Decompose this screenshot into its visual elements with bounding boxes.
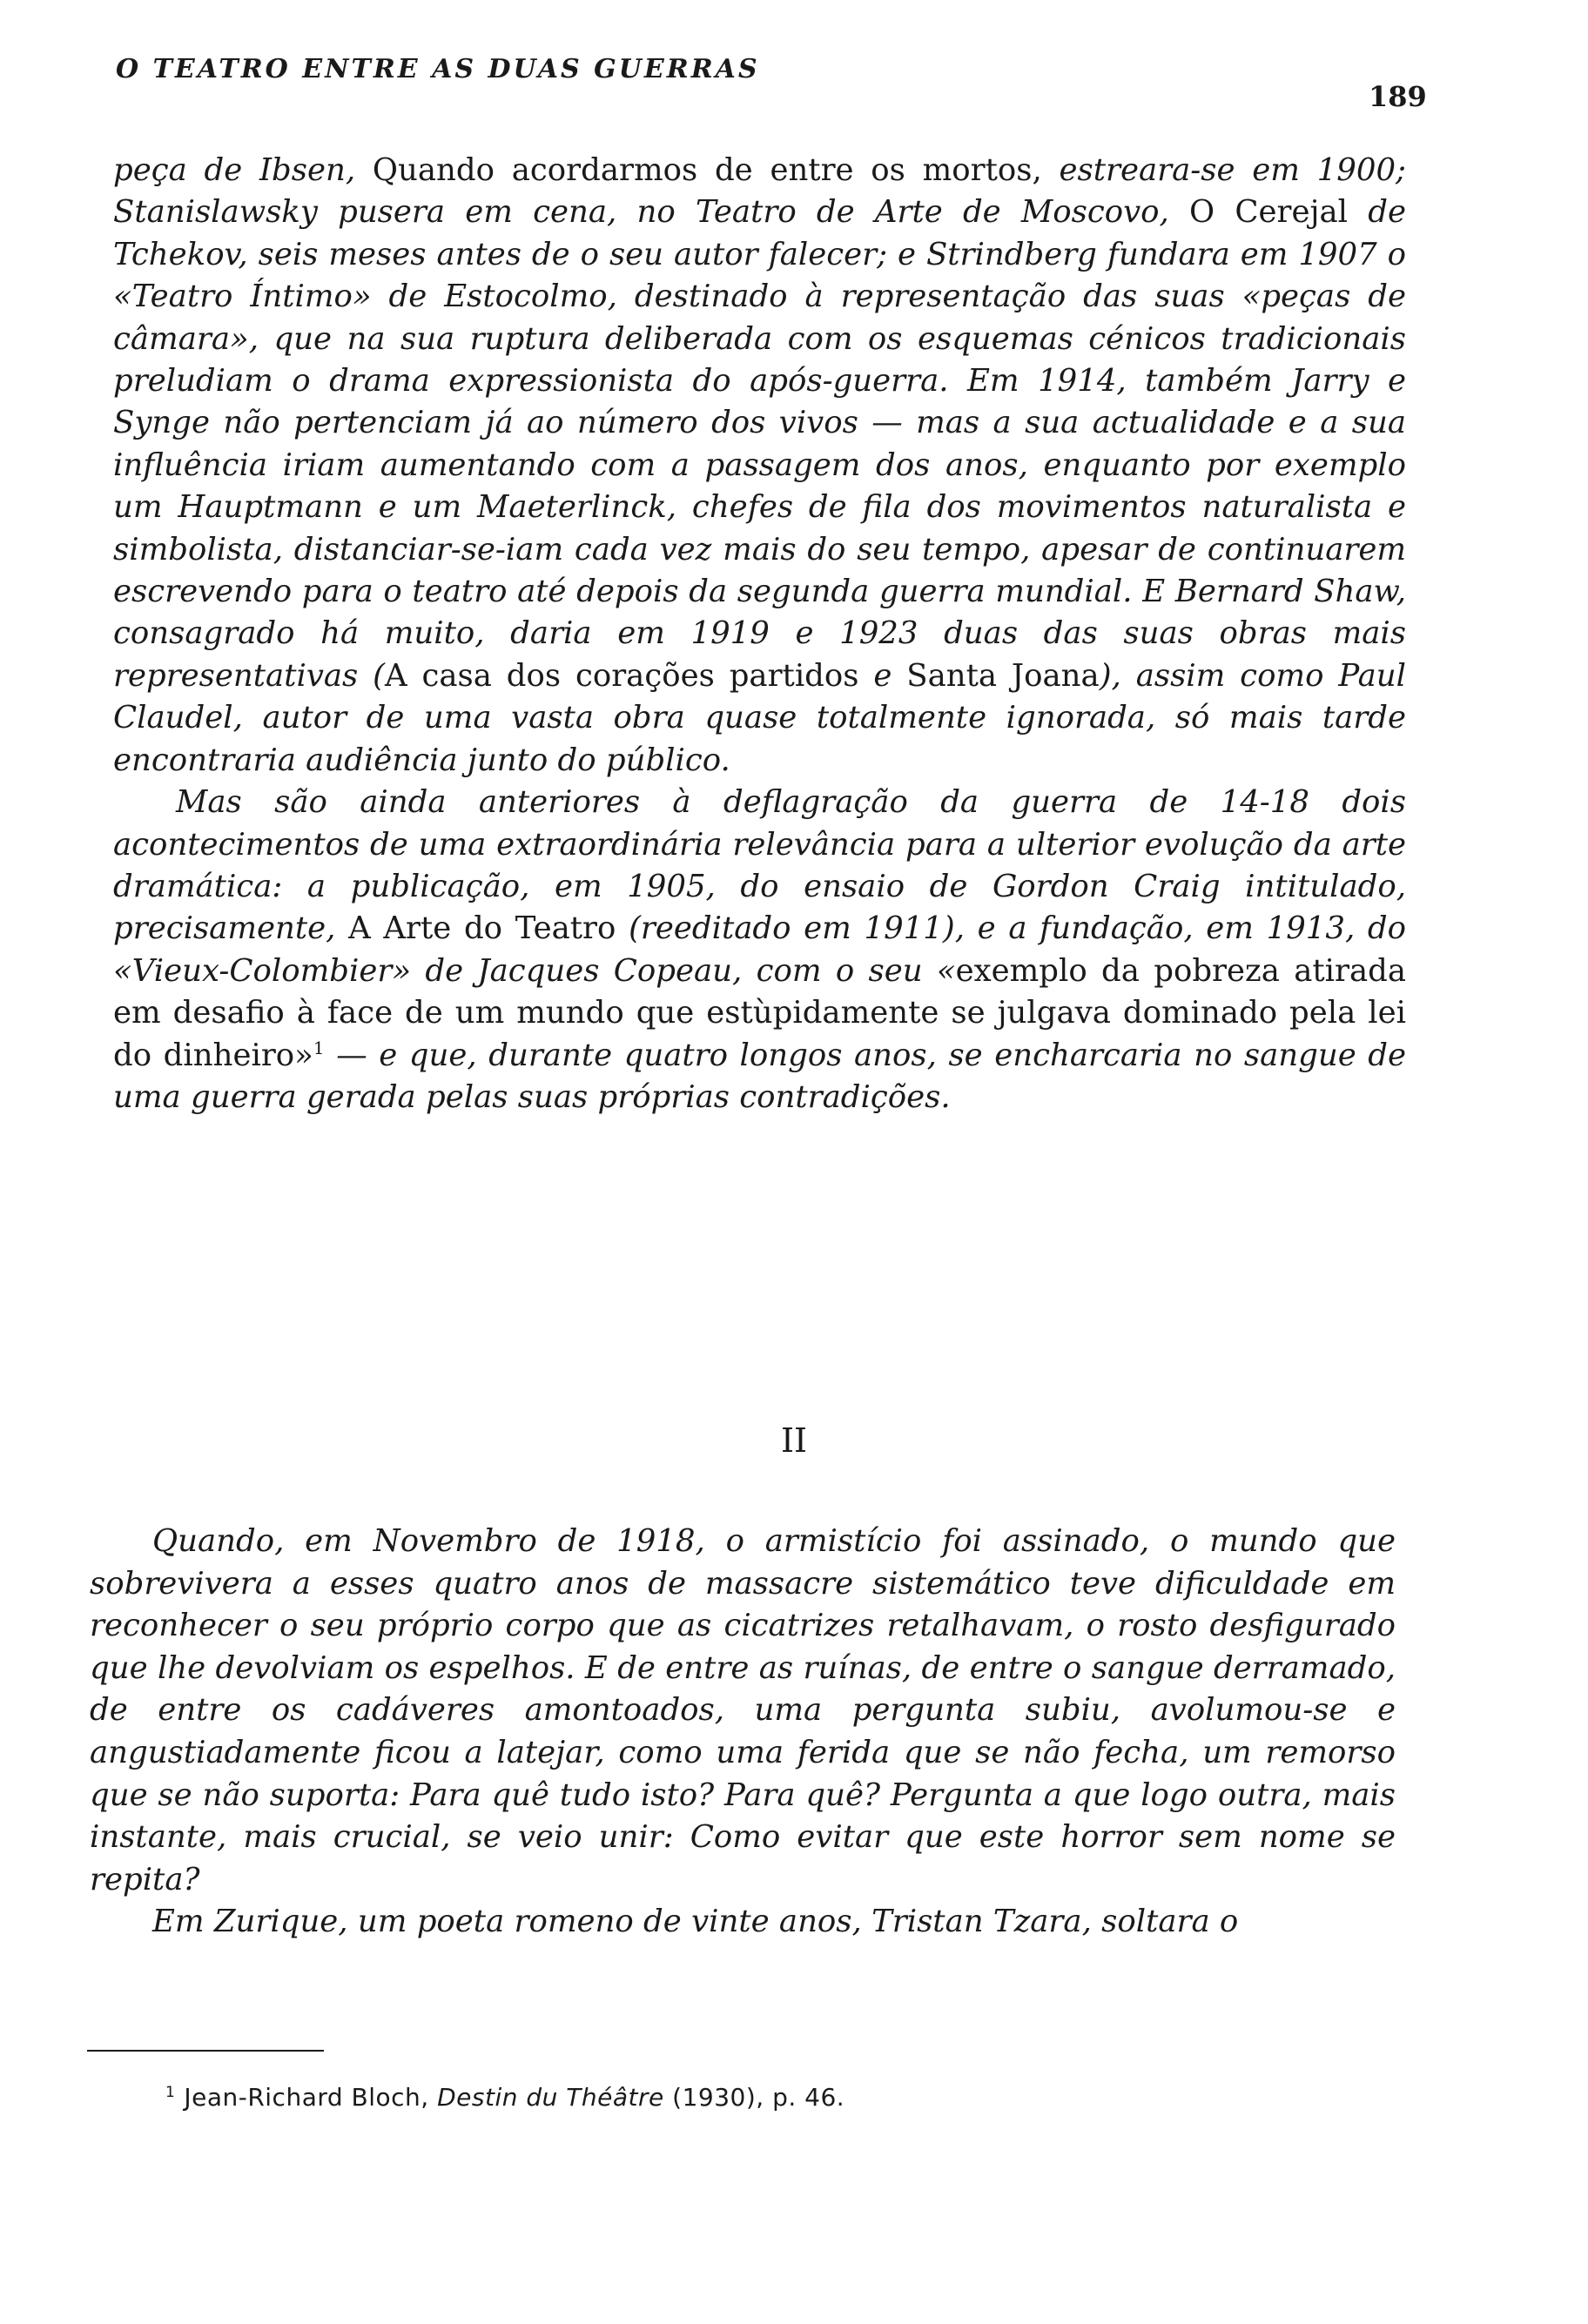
- paragraph-4: Em Zurique, um poeta romeno de vinte anos, Tristan Tzara, soltara o: [152, 1904, 1239, 1940]
- paragraph-2: [113, 782, 1406, 1118]
- work-title: A casa dos corações partidos: [384, 657, 859, 694]
- quotation: exemplo da pobreza atirada em desafio à face de um mundo que estùpidamente se julgava dominado pela lei do dinheiro: [113, 952, 1407, 1073]
- footnote-mark: 1: [165, 2083, 176, 2101]
- text-run: de Tchekov, seis meses antes de o seu autor falecer; e Strindberg fundara em 1907 o «Teatro Íntimo» de Estocolmo, destinado à representação das suas «peças de câmara», que na sua ruptura deliberada com os esquemas cénicos tradicionais preludiam o drama expressionista do após-guerra. Em 1914, também Jarry e Synge não pertenciam já ao número dos vivos — mas a sua actualidade e a sua influência iriam aumentando com a passagem dos anos, enquanto por exemplo um Hauptmann e um Maeterlinck, chefes de fila dos movimentos naturalista e simbolista, distanciar-se-iam cada vez mais do seu tempo, apesar de continuarem escrevendo para o teatro até depois da segunda guerra mundial. E Bernard Shaw, consagrado há muito, daria em 1919 e 1923 duas das suas obras mais representativas (: [113, 194, 1406, 694]
- work-title: Quando acordarmos de entre os mortos,: [372, 152, 1060, 188]
- section-heading: II: [780, 1421, 808, 1460]
- page-number: 189: [1369, 80, 1427, 113]
- quotation-close: »: [294, 1037, 313, 1073]
- footnote-reference: 1: [313, 1037, 325, 1058]
- running-title: O TEATRO ENTRE AS DUAS GUERRAS: [116, 54, 760, 84]
- text-run: e: [858, 657, 907, 694]
- footnote: [165, 2083, 844, 2112]
- text-run: ), assim como Paul Claudel, autor de uma vasta obra quase totalmente ignorada, só mais tarde encontraria audiência junto do público.: [113, 657, 1407, 778]
- work-title: A Arte do Teatro: [348, 910, 616, 947]
- work-title: Santa Joana: [906, 657, 1100, 694]
- text-run: peça de Ibsen,: [113, 152, 373, 188]
- footnote-details: (1930), p. 46.: [663, 2083, 845, 2112]
- text-run: Mas são ainda anteriores à deflagração da guerra de 14-18 dois acontecimentos de uma extraordinária relevância para a ulterior evolução da arte dramática: a publicação, em 1905, do ensaio de Gordon Craig intitulado, precisamente,: [113, 784, 1406, 947]
- main-text-block: [113, 150, 1406, 1118]
- text-run: estreara-se em 1900; Stanislawsky pusera em cena, no Teatro de Arte de Moscovo,: [113, 152, 1406, 231]
- work-title: O Cerejal: [1189, 194, 1349, 231]
- text-run: (reeditado em 1911), e a fundação, em 1913, do «Vieux-Colombier» de Jacques Copeau, com o seu «: [113, 910, 1406, 989]
- text-run: — e que, durante quatro longos anos, se encharcaria no sangue de uma guerra gerada pelas suas próprias contradições.: [113, 1037, 1406, 1115]
- paragraph-1: [113, 150, 1406, 782]
- footnote-divider: [87, 2050, 324, 2052]
- paragraph-3: Quando, em Novembro de 1918, o armistício foi assinado, o mundo que sobrevivera a esses quatro anos de massacre sistemático teve dificuldade em reconhecer o seu próprio corpo que as cicatrizes retalhavam, o rosto desfigurado que lhe devolviam os espelhos. E de entre as ruínas, de entre o sangue derramado, de entre os cadáveres amontoados, uma pergunta subiu, avolumou-se e angustiadamente ficou a latejar, como uma ferida que se não fecha, um remorso que se não suporta: Para quê tudo isto? Para quê? Pergunta a que logo outra, mais instante, mais crucial, se veio unir: Como evitar que este horror sem nome se repita?: [90, 1523, 1396, 1897]
- footnote-title: Destin du Théâtre: [437, 2083, 664, 2112]
- section-text-block: [90, 1521, 1396, 1944]
- footnote-author: Jean-Richard Bloch,: [184, 2083, 438, 2112]
